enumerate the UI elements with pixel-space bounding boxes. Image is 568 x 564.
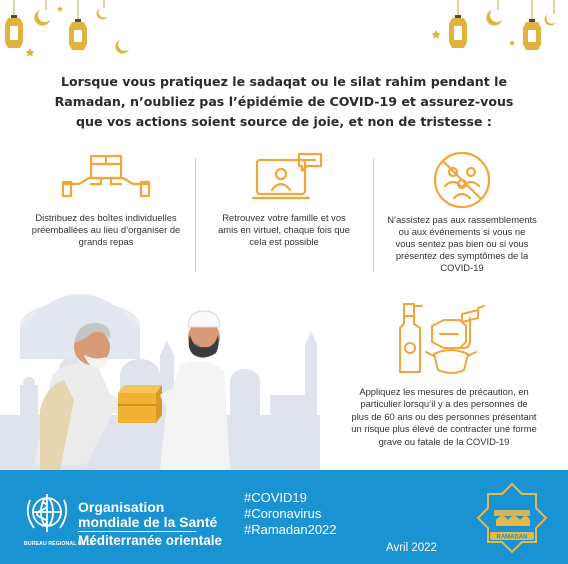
ramadan-badge-icon — [470, 480, 554, 564]
who-name-line-2: mondiale de la Santé — [78, 514, 218, 530]
tip-3-line-3: vous sentez pas bien ou si vous — [395, 238, 529, 249]
who-emblem-icon — [24, 492, 70, 536]
publication-date: Avril 2022 — [386, 542, 437, 554]
precaution-line-3: plus de 60 ans ou des personnes présentant — [351, 410, 537, 422]
lanterns-left-decoration — [0, 0, 140, 62]
no-gatherings-icon — [427, 150, 497, 212]
hashtag-covid19: #COVID19 — [244, 490, 307, 505]
tip-1-line-1: Distribuez des boîtes individuelles — [35, 212, 177, 223]
hashtags — [244, 490, 337, 538]
tip-virtual-family-text — [200, 212, 368, 248]
precaution-line-2: particulier lorsqu’il y a des personnes de — [360, 398, 528, 410]
tip-2-line-3: cela est possible — [249, 236, 319, 247]
tips-row — [22, 150, 546, 276]
gift-box-hands-icon — [61, 150, 151, 206]
tip-no-gatherings-text — [378, 214, 546, 274]
ramadan-badge-text: RAMADAN — [496, 534, 528, 541]
headline-line-1: Lorsque vous pratiquez le sadaqat ou le silat rahim pendant le — [60, 74, 507, 89]
tip-3-line-5: COVID-19 — [440, 262, 484, 273]
tip-3-line-4: présentez des symptômes de la — [395, 250, 529, 261]
precaution-line-1: Appliquez les mesures de précaution, en — [359, 386, 529, 397]
precaution-line-4: un risque plus élevé de contracter une forme — [351, 423, 537, 435]
lanterns-right-decoration — [428, 0, 568, 62]
regional-office-label: BUREAU RÉGIONAL DE LA — [24, 541, 95, 547]
precaution-items-icon — [390, 296, 490, 380]
headline — [30, 72, 538, 132]
tip-3-line-1: N’assistez pas aux rassemblements — [387, 214, 537, 225]
headline-line-2: Ramadan, n’oubliez pas l’épidémie de COVID-19 et assurez-vous — [54, 94, 514, 109]
gift-box-figure — [118, 385, 162, 423]
hashtag-ramadan2022: #Ramadan2022 — [244, 522, 337, 537]
precaution-line-5: grave ou fatale de la COVID-19 — [378, 435, 510, 447]
video-call-laptop-icon — [239, 150, 329, 206]
who-name-line-1: Organisation — [78, 499, 165, 515]
tip-virtual-family — [200, 150, 368, 276]
region-name: Méditerranée orientale — [78, 533, 223, 548]
tip-individual-boxes — [22, 150, 190, 276]
who-divider — [78, 531, 196, 532]
tip-1-line-3: grands repas — [78, 236, 134, 247]
tip-no-gatherings — [378, 150, 546, 276]
precaution-text — [336, 386, 552, 448]
divider-1 — [195, 158, 196, 272]
headline-line-3: que vos actions soient source de joie, et non de tristesse : — [76, 114, 492, 129]
tip-individual-boxes-text — [22, 212, 190, 248]
footer — [0, 470, 568, 564]
tip-1-line-2: préemballées au lieu d’organiser de — [31, 224, 181, 235]
divider-2 — [373, 158, 374, 272]
hashtag-coronavirus: #Coronavirus — [244, 506, 322, 521]
tip-3-line-2: ou aux événements si vous ne — [398, 226, 526, 237]
tip-2-line-1: Retrouvez votre famille et vos — [222, 212, 346, 223]
tip-2-line-2: amis en virtuel, chaque fois que — [218, 224, 350, 235]
young-man-figure — [160, 311, 230, 470]
